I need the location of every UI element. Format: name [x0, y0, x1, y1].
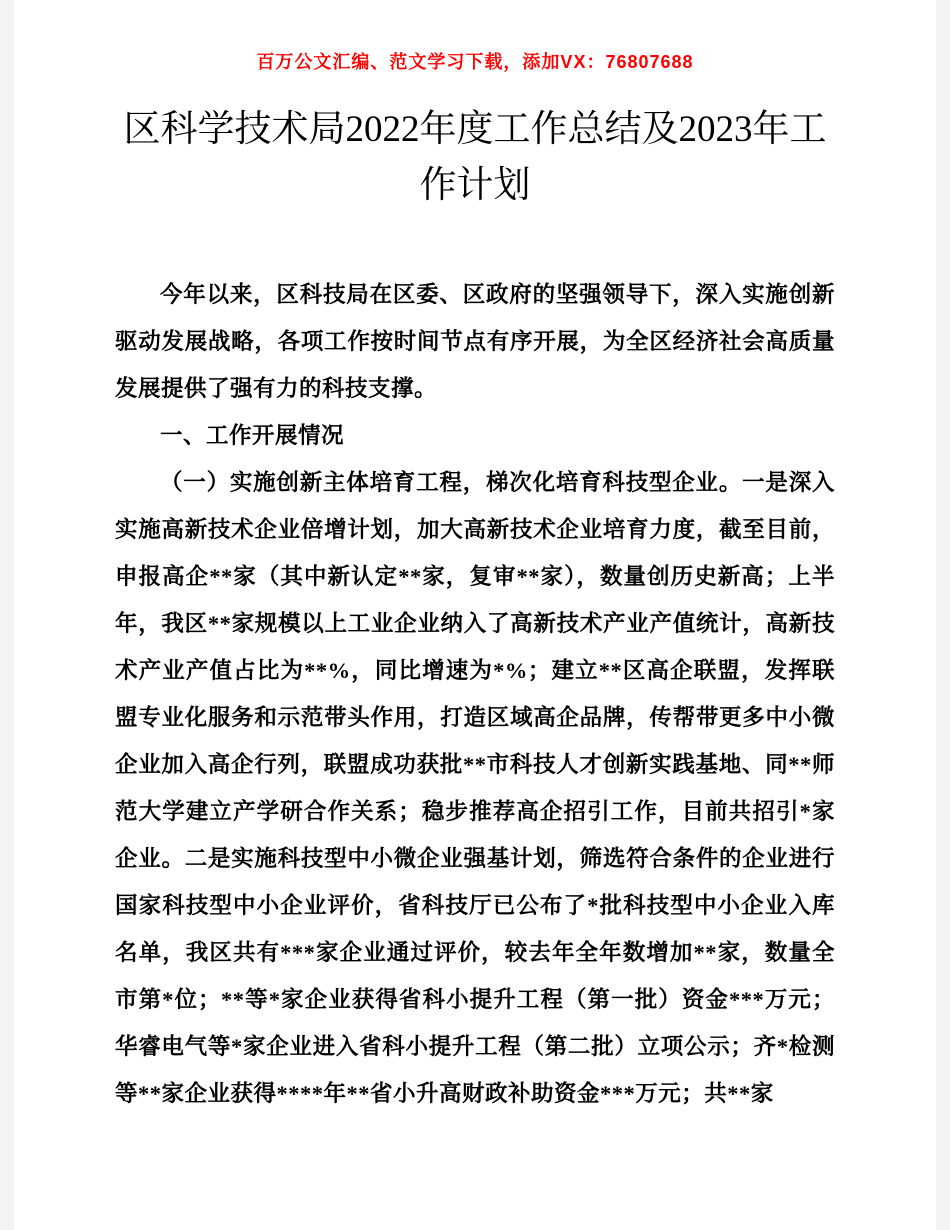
- section-heading: 一、工作开展情况: [160, 423, 345, 448]
- document-body: [115, 271, 835, 1117]
- document-title: 区科学技术局2022年度工作总结及2023年工作计划: [123, 109, 827, 206]
- promo-banner-text: 百万公文汇编、范文学习下载，添加VX：76807688: [256, 52, 694, 72]
- intro-paragraph: 今年以来，区科技局在区委、区政府的坚强领导下，深入实施创新驱动发展战略，各项工作按时间节点有序开展，为全区经济社会高质量发展提供了强有力的科技支撑。: [115, 282, 835, 401]
- section-paragraph: （一）实施创新主体培育工程，梯次化培育科技型企业。一是深入实施高新技术企业倍增计划，加大高新技术企业培育力度，截至目前，申报高企**家（其中新认定**家，复审**家），数量创历史新高；上半年，我区**家规模以上工业企业纳入了高新技术产业产值统计，高新技术产业产值占比为**%，同比增速为*%；建立**区高企联盟，发挥联盟专业化服务和示范带头作用，打造区域高企品牌，传帮带更多中小微企业加入高企行列，联盟成功获批**市科技人才创新实践基地、同**师范大学建立产学研合作关系；稳步推荐高企招引工作，目前共招引*家企业。二是实施科技型中小微企业强基计划，筛选符合条件的企业进行国家科技型中小企业评价，省科技厅已公布了*批科技型中小企业入库名单，我区共有***家企业通过评价，较去年全年数增加**家，数量全市第*位；**等*家企业获得省科小提升工程（第一批）资金***万元；华睿电气等*家企业进入省科小提升工程（第二批）立项公示；齐*检测等**家企业获得****年**省小升高财政补助资金***万元；共**家: [115, 470, 835, 1106]
